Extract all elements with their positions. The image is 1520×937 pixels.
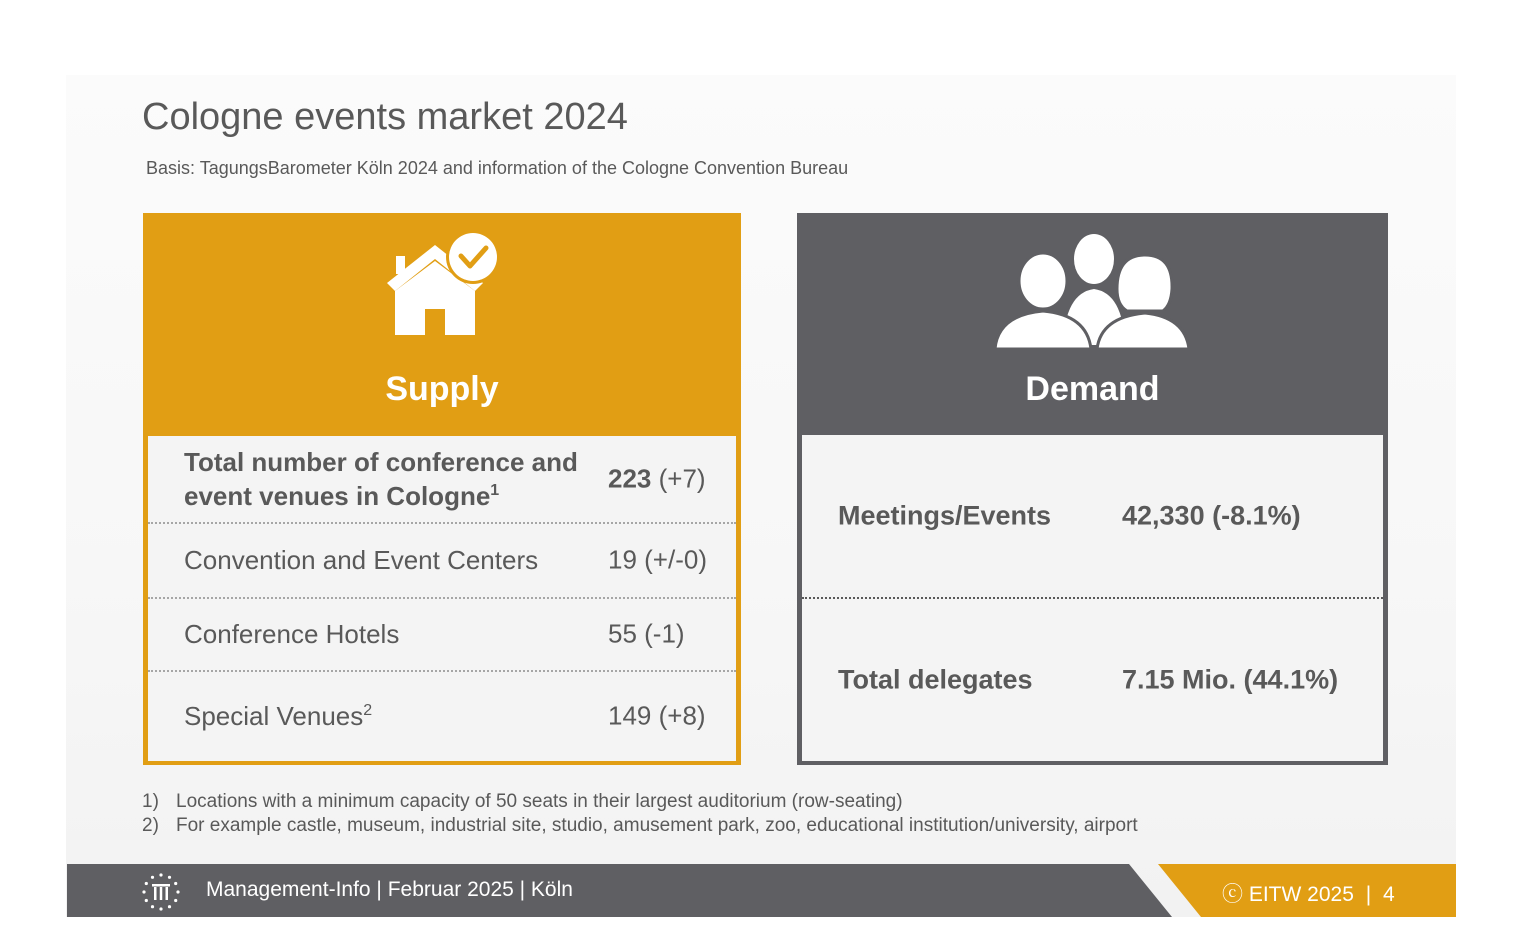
page-title: Cologne events market 2024 [142, 96, 628, 138]
footnote: 2) For example castle, museum, industrial site, studio, amusement park, zoo, educational institution/university, airport [142, 815, 1138, 836]
supply-row-label: Conference Hotels [184, 618, 400, 649]
footnote: 1) Locations with a minimum capacity of 50 seats in their largest auditorium (row-seating) [142, 791, 903, 812]
footnote-ref: 1 [490, 482, 500, 499]
supply-row-special [148, 670, 736, 761]
page-number: 4 [1383, 883, 1395, 906]
footnote-ref: 2 [363, 701, 373, 719]
demand-row-meetings [802, 435, 1383, 597]
page-subtitle: Basis: TagungsBarometer Köln 2024 and information of the Cologne Convention Bureau [146, 158, 849, 178]
supply-row-label: Special Venues$^2$ [184, 700, 373, 731]
demand-row-value: 7.15 Mio. (44.1%) [1122, 664, 1339, 695]
supply-panel [143, 213, 741, 765]
supply-row-value: 55 (-1) [608, 618, 685, 648]
supply-row-label: Total number of conference and event venues in Cologne$^1$ [184, 447, 578, 511]
demand-row-label: Total delegates [838, 664, 1033, 695]
demand-row-label: Meetings/Events [838, 500, 1052, 531]
supply-row-convention [148, 522, 736, 599]
supply-row-label: Convention and Event Centers [184, 544, 539, 575]
demand-row-value: 42,330 (-8.1%) [1122, 500, 1301, 531]
demand-panel [797, 213, 1388, 765]
separator: | [1365, 883, 1372, 906]
demand-row-delegates [802, 599, 1383, 761]
people-group-icon [995, 233, 1191, 351]
house-check-icon [387, 231, 503, 341]
supply-heading: Supply [385, 370, 499, 408]
supply-row-value: 223 (+7) [608, 463, 706, 494]
footer-page-info [1222, 878, 1395, 908]
demand-table [802, 435, 1383, 761]
footer-text: Management-Info | Februar 2025 | Köln [206, 878, 573, 901]
eitw-logo-icon [141, 872, 181, 912]
demand-heading: Demand [1025, 370, 1160, 408]
supply-row-hotels [148, 597, 736, 672]
supply-row-value: 19 (+/-0) [608, 544, 707, 574]
supply-row-value: 149 (+8) [608, 700, 706, 730]
copyright: ⓒ EITW 2025 [1222, 883, 1354, 906]
supply-row-total [148, 436, 736, 524]
supply-table [148, 436, 736, 761]
footnotes [142, 790, 1138, 838]
